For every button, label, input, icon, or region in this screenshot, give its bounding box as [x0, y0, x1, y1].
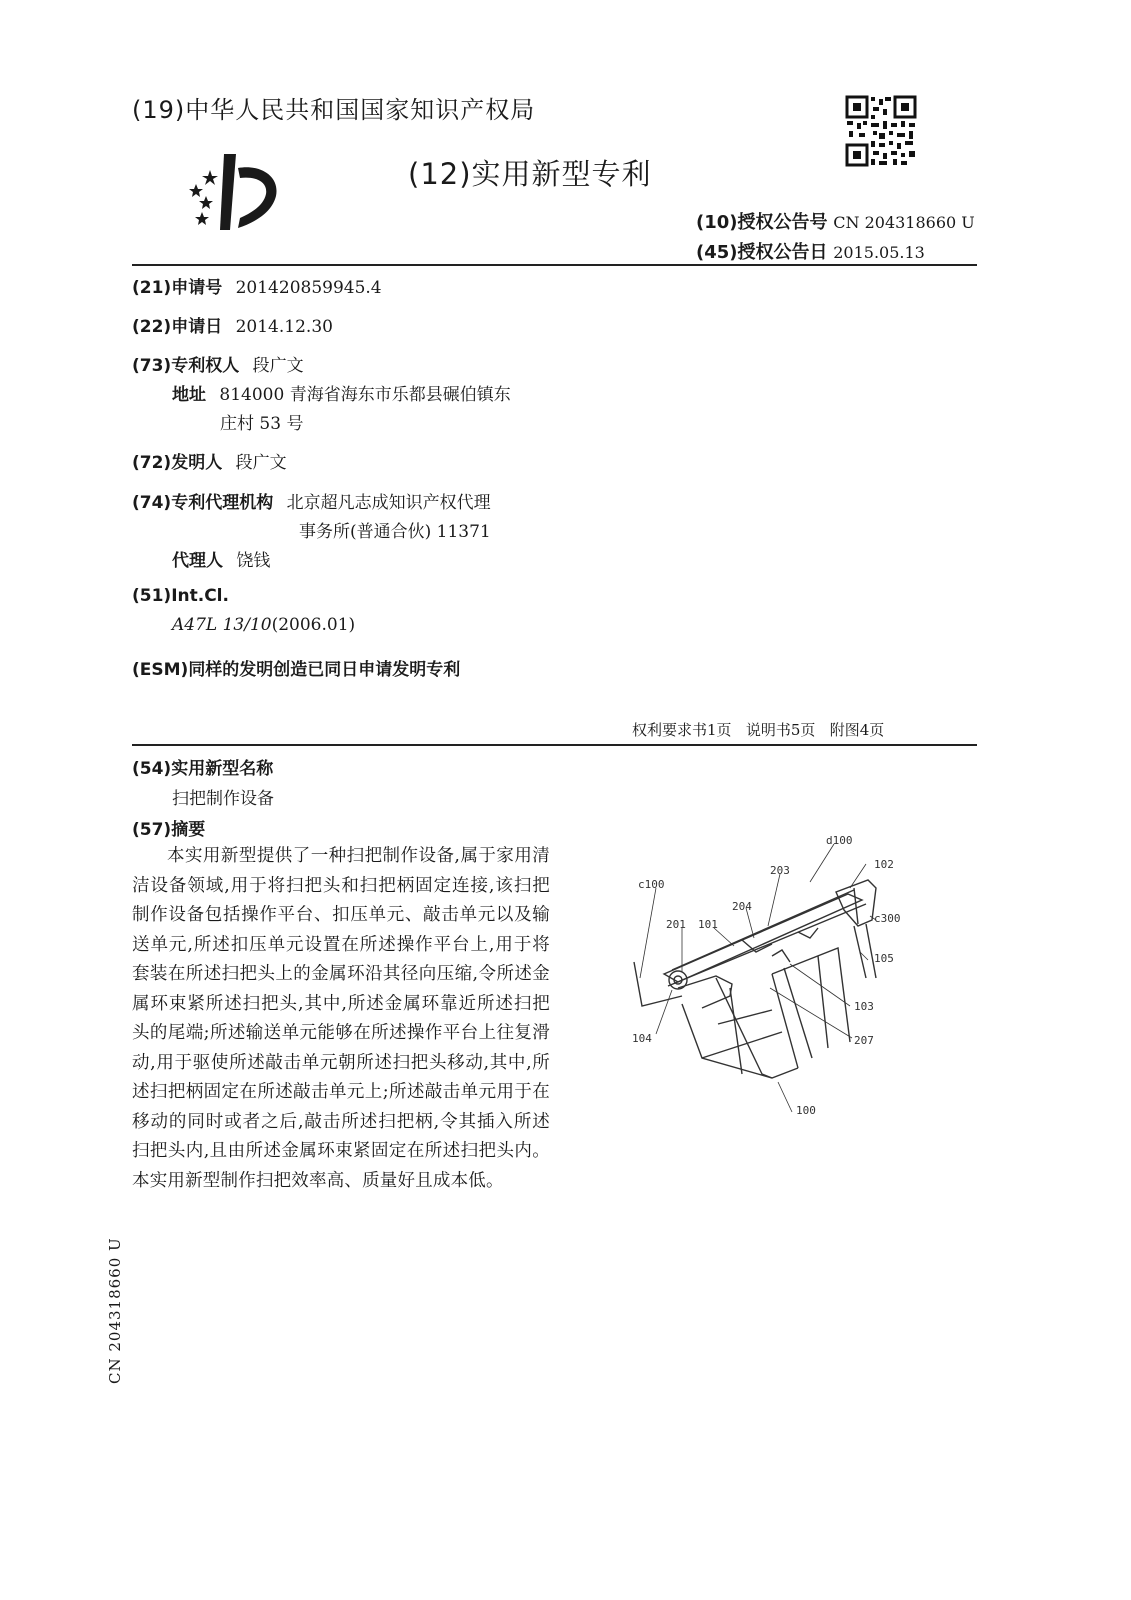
publication-date [696, 238, 925, 264]
address-label: 地址 [172, 385, 206, 405]
publication-number [696, 208, 975, 234]
address [172, 380, 511, 405]
office-name: (19)中华人民共和国国家知识产权局 [132, 96, 536, 124]
address-line-1: 814000 青海省海东市乐都县碾伯镇东 [219, 385, 511, 405]
figure-label-203: 203 [770, 864, 790, 877]
patentee [132, 351, 304, 376]
publication-number-label: (10)授权公告号 [696, 212, 828, 233]
application-number-label: (21)申请号 [132, 278, 223, 298]
figure-label-c300: c300 [874, 912, 901, 925]
agency-label: (74)专利代理机构 [132, 493, 274, 513]
figure-label-102: 102 [874, 858, 894, 871]
publication-number-value: CN 204318660 U [833, 213, 975, 232]
section-divider [132, 744, 977, 746]
figure-label-201: 201 [666, 918, 686, 931]
int-cl-entry [172, 615, 355, 635]
figure-label-103: 103 [854, 1000, 874, 1013]
side-publication-number: CN 204318660 U [106, 1237, 124, 1384]
utility-model-title: 扫把制作设备 [172, 789, 274, 809]
representative-drawing [622, 828, 922, 1128]
inventor-value: 段广文 [235, 453, 287, 473]
patentee-label: (73)专利权人 [132, 356, 240, 376]
agency-line-2: 事务所(普通合伙) 11371 [299, 522, 491, 542]
abstract-label: (57)摘要 [132, 820, 206, 840]
int-cl-class: A47L 13/10 [172, 615, 272, 635]
header-divider [132, 264, 977, 266]
abstract-text: 本实用新型提供了一种扫把制作设备,属于家用清洁设备领域,用于将扫把头和扫把柄固定连接,该扫把制作设备包括操作平台、扣压单元、敲击单元以及输送单元,所述扣压单元设置在所述操作平台上,用于将套装在所述扫把头上的金属环沿其径向压缩,令所述金属环束紧所述扫把头,其中,所述金属环靠近所述扫把头的尾端;所述输送单元能够在所述操作平台上往复滑动,用于驱使所述敲击单元朝所述扫把头移动,其中,所述扫把柄固定在所述敲击单元上;所述敲击单元用于在移动的同时或者之后,敲击所述扫把柄,令其插入所述扫把头内,且由所述金属环束紧固定在所述扫把头内。本实用新型制作扫把效率高、质量好且成本低。 [132, 846, 550, 1191]
figure-label-204: 204 [732, 900, 752, 913]
document-type: (12)实用新型专利 [408, 157, 652, 191]
agent-value: 饶钱 [236, 551, 271, 571]
application-date-label: (22)申请日 [132, 317, 223, 337]
figure-label-105: 105 [874, 952, 894, 965]
application-date [132, 312, 333, 337]
patent-agency [132, 488, 491, 513]
agent-label: 代理人 [172, 551, 223, 571]
figure-label-101: 101 [698, 918, 718, 931]
esm-note: (ESM)同样的发明创造已同日申请发明专利 [132, 660, 461, 680]
figure-label-207: 207 [854, 1034, 874, 1047]
publication-date-label: (45)授权公告日 [696, 242, 828, 263]
agent [172, 546, 270, 571]
inventor [132, 448, 287, 473]
inventor-label: (72)发明人 [132, 453, 223, 473]
publication-date-value: 2015.05.13 [833, 243, 925, 262]
application-number-value: 201420859945.4 [235, 278, 382, 298]
pages-summary: 权利要求书1页 说明书5页 附图4页 [632, 721, 885, 739]
address-line-2: 庄村 53 号 [220, 414, 304, 434]
patentee-value: 段广文 [252, 356, 304, 376]
figure-label-104: 104 [632, 1032, 652, 1045]
utility-model-title-label: (54)实用新型名称 [132, 759, 274, 779]
int-cl-label: (51)Int.Cl. [132, 586, 229, 606]
application-number [132, 273, 382, 298]
figure-label-100: 100 [796, 1104, 816, 1117]
figure-label-d100: d100 [826, 834, 853, 847]
int-cl-version: (2006.01) [271, 615, 356, 635]
application-date-value: 2014.12.30 [235, 317, 333, 337]
sipo-logo-icon [180, 150, 290, 234]
agency-line-1: 北京超凡志成知识产权代理 [286, 493, 491, 513]
figure-label-c100: c100 [638, 878, 665, 891]
qr-code-icon [845, 95, 917, 167]
